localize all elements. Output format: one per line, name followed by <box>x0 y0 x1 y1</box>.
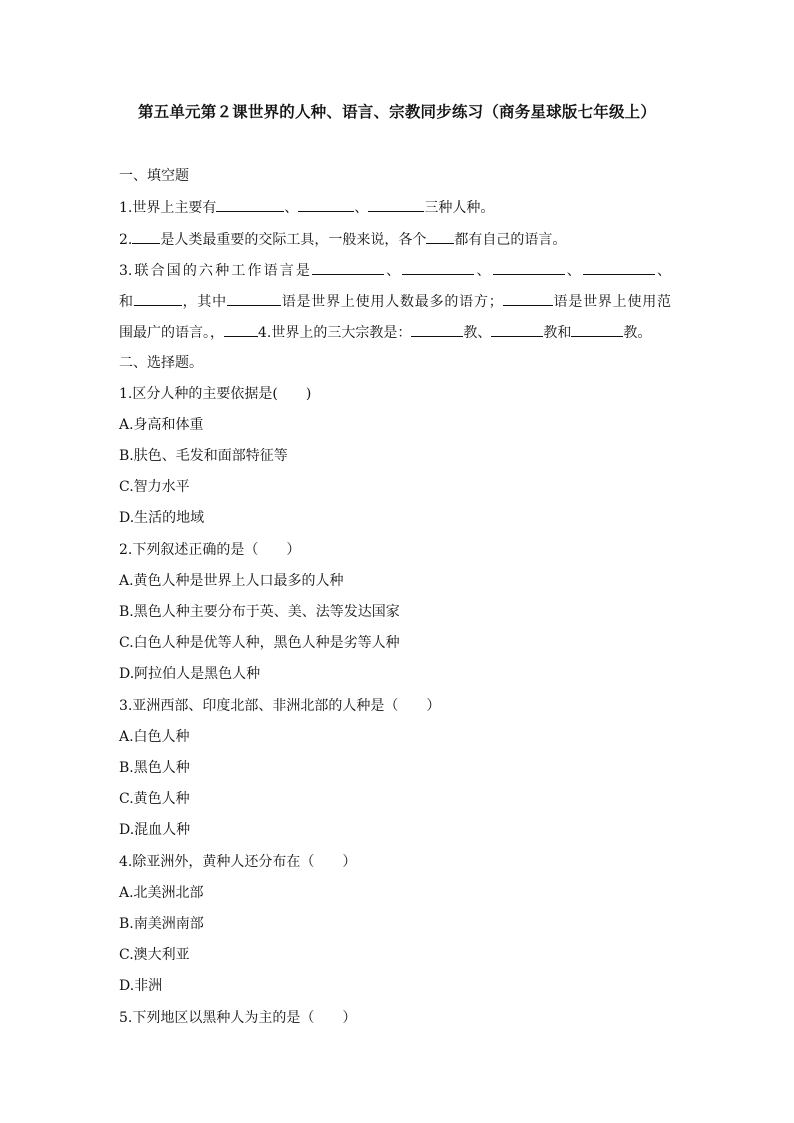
choice-line: C.白色人种是优等人种，黑色人种是劣等人种 <box>119 635 400 651</box>
q1-text-b: 、 <box>284 200 299 216</box>
choice-line: A.北美洲北部 <box>119 885 204 901</box>
answer-blank[interactable] <box>312 260 384 275</box>
question-1 <box>119 197 494 218</box>
answer-blank[interactable] <box>216 197 284 212</box>
answer-blank[interactable] <box>368 197 424 212</box>
choice-line: C.澳大利亚 <box>119 947 190 963</box>
answer-blank[interactable] <box>411 322 463 337</box>
choice-line: C.黄色人种 <box>119 791 190 807</box>
answer-blank[interactable] <box>426 229 454 244</box>
q1-text-a: 1.世界上主要有 <box>119 200 217 216</box>
choice-line: B.南美洲南部 <box>119 916 204 932</box>
q2-text-b: 是人类最重要的交际工具，一般来说，各个 <box>160 232 427 248</box>
section-heading-fill-blank: 一、填空题 <box>119 168 189 184</box>
choice-line: 5.下列地区以黑种人为主的是（ ） <box>119 1010 357 1026</box>
q3-text-f: 和 <box>119 294 134 310</box>
q2-text-c: 都有自己的语言。 <box>454 232 567 248</box>
answer-blank[interactable] <box>224 322 258 337</box>
answer-blank[interactable] <box>571 322 623 337</box>
q2-text-a: 2. <box>119 232 133 248</box>
choice-line: D.生活的地域 <box>119 510 205 526</box>
q3-text-l: 教、 <box>463 325 492 341</box>
answer-blank[interactable] <box>491 322 543 337</box>
q3-text-b: 、 <box>384 263 403 279</box>
q3-text-i: 语是世界上使用范 <box>552 294 672 310</box>
question-2 <box>119 229 566 250</box>
answer-blank[interactable] <box>583 260 655 275</box>
choice-line: D.非洲 <box>119 978 163 994</box>
question-3-line-1 <box>119 260 671 281</box>
q3-text-m: 教和 <box>543 325 572 341</box>
choice-line: A.黄色人种是世界上人口最多的人种 <box>119 573 344 589</box>
q1-text-c: 、 <box>354 200 369 216</box>
q3-text-g: ，其中 <box>181 294 227 310</box>
choice-line: B.黑色人种 <box>119 760 190 776</box>
choice-line: A.身高和体重 <box>119 417 204 433</box>
q3-text-d: 、 <box>564 263 583 279</box>
q3-text-e: 、 <box>654 263 672 279</box>
choice-line: 4.除亚洲外，黄种人还分布在（ ） <box>119 854 357 870</box>
q3-text-j: 围最广的语言。， <box>119 325 224 341</box>
answer-blank[interactable] <box>134 291 182 306</box>
choice-line: 2.下列叙述正确的是（ ） <box>119 542 301 558</box>
choice-line: 1.区分人种的主要依据是( ) <box>119 386 312 402</box>
answer-blank[interactable] <box>493 260 565 275</box>
answer-blank[interactable] <box>132 229 160 244</box>
answer-blank[interactable] <box>227 291 281 306</box>
answer-blank[interactable] <box>503 291 553 306</box>
page-title: 第五单元第２课世界的人种、语言、宗教同步练习（商务星球版七年级上） <box>137 102 657 121</box>
choice-line: A.白色人种 <box>119 729 190 745</box>
choice-line: B.肤色、毛发和面部特征等 <box>119 448 288 464</box>
answer-blank[interactable] <box>402 260 474 275</box>
q1-text-d: 三种人种。 <box>424 200 495 216</box>
q3-text-h: 语是世界上使用人数最多的语方； <box>280 294 503 310</box>
choice-line: B.黑色人种主要分布于英、美、法等发达国家 <box>119 604 400 620</box>
choice-line: 3.亚洲西部、印度北部、非洲北部的人种是（ ） <box>119 698 441 714</box>
q3-text-a: 3.联合国的六种工作语言是 <box>119 263 313 279</box>
section-heading-choice: 二、选择题。 <box>119 355 203 371</box>
question-3-line-3 <box>119 322 651 343</box>
choice-line: D.阿拉伯人是黑色人种 <box>119 666 261 682</box>
answer-blank[interactable] <box>298 197 354 212</box>
q3-text-k: 4.世界上的三大宗教是： <box>258 325 412 341</box>
choice-line: C.智力水平 <box>119 479 190 495</box>
choice-line: D.混血人种 <box>119 822 191 838</box>
question-3-line-2 <box>119 291 671 312</box>
q3-text-n: 教。 <box>623 325 652 341</box>
q3-text-c: 、 <box>474 263 493 279</box>
